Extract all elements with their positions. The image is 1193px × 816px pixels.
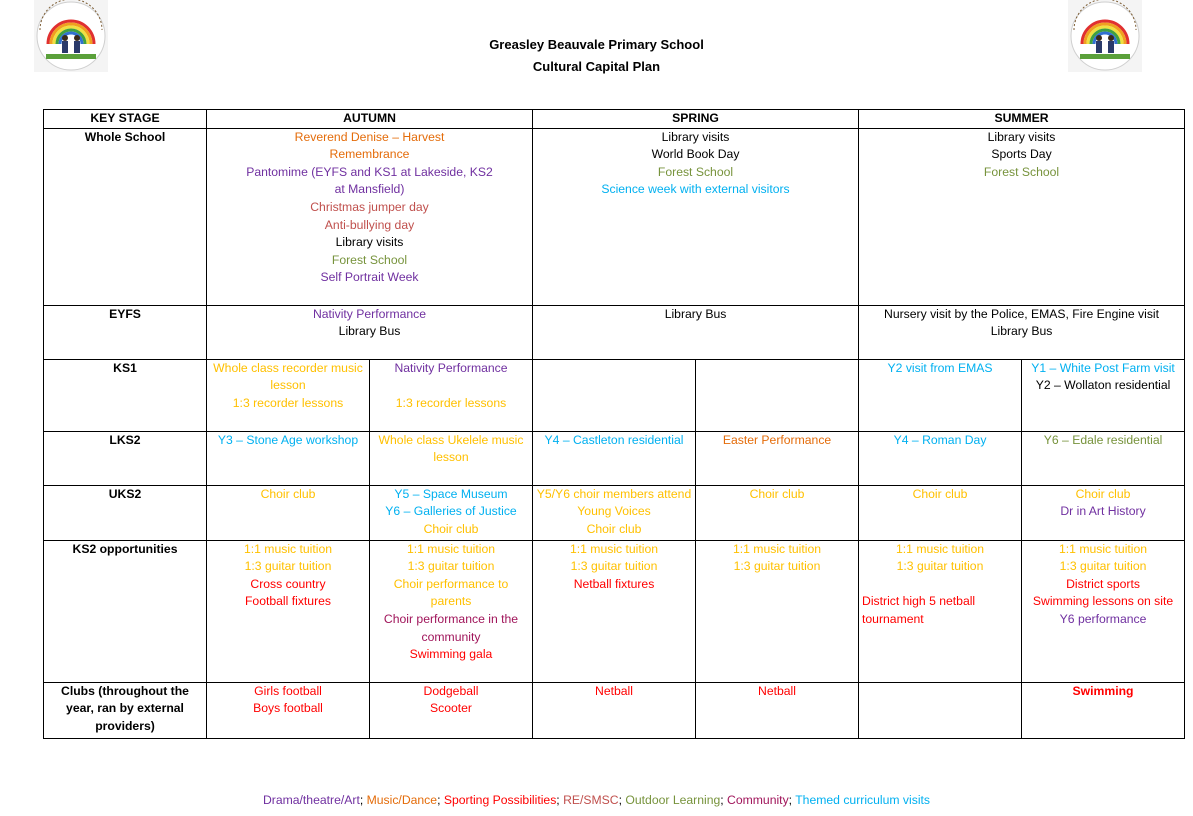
- school-name: Greasley Beauvale Primary School: [489, 37, 704, 52]
- item: Girls football: [254, 683, 322, 698]
- item: 1:1 music tuition: [732, 541, 822, 556]
- legend-sep: ;: [437, 793, 444, 807]
- item: Y6 – Galleries of Justice: [385, 504, 517, 519]
- item: Y6 performance: [1059, 611, 1147, 626]
- item: World Book Day: [651, 147, 740, 162]
- spacer: [862, 576, 1018, 594]
- row-uks2: [44, 485, 1185, 540]
- label-uks2: UKS2: [44, 485, 207, 540]
- item: Library Bus: [338, 324, 401, 339]
- cell-ks2-spring1: [533, 540, 696, 682]
- legend-sep: ;: [788, 793, 796, 807]
- item: Christmas jumper day: [310, 199, 429, 214]
- label-clubs: Clubs (throughout the year, ran by external providers): [44, 682, 207, 738]
- row-lks2: [44, 431, 1185, 485]
- cell-ks1-spring2: [696, 359, 859, 431]
- header-summer: SUMMER: [859, 110, 1185, 129]
- item: Choir club: [423, 521, 479, 536]
- cell-clubs-summer1: [859, 682, 1022, 738]
- item: Remembrance: [329, 147, 410, 162]
- item: Y4 – Roman Day: [893, 432, 987, 447]
- row-ks1: [44, 359, 1185, 431]
- item: Library Bus: [664, 306, 727, 321]
- spacer: [373, 377, 529, 395]
- legend-music: Music/Dance: [366, 793, 438, 807]
- cell-lks2-spring2: [696, 431, 859, 485]
- cell-clubs-spring2: [696, 682, 859, 738]
- cell-ks1-summer1: [859, 359, 1022, 431]
- label-whole-school: Whole School: [44, 128, 207, 305]
- item: Forest School: [983, 164, 1060, 179]
- cell-uks2-summer2: [1022, 485, 1185, 540]
- item: Swimming: [1072, 683, 1134, 698]
- item: Choir club: [912, 486, 968, 501]
- cell-clubs-autumn1: [207, 682, 370, 738]
- item: Nativity Performance: [394, 360, 508, 375]
- item: Dr in Art History: [1060, 504, 1146, 519]
- item: 1:3 guitar tuition: [896, 559, 984, 574]
- cell-clubs-spring1: [533, 682, 696, 738]
- legend-sep: ;: [618, 793, 626, 807]
- item: Y1 – White Post Farm visit: [1031, 360, 1175, 375]
- item: 1:3 guitar tuition: [1059, 559, 1147, 574]
- cell-ks1-summer2: [1022, 359, 1185, 431]
- header-key-stage: KEY STAGE: [44, 110, 207, 129]
- legend-drama: Drama/theatre/Art: [262, 793, 360, 807]
- cell-lks2-spring1: [533, 431, 696, 485]
- item: Forest School: [331, 252, 408, 267]
- item: 1:3 recorder lessons: [395, 395, 507, 410]
- item: Pantomime (EYFS and KS1 at Lakeside, KS2 at Mansfield): [246, 164, 493, 197]
- item: 1:1 music tuition: [406, 541, 496, 556]
- cell-eyfs-summer: [859, 305, 1185, 359]
- legend-community: Community: [727, 793, 789, 807]
- cell-uks2-autumn2: [370, 485, 533, 540]
- item: Reverend Denise – Harvest: [294, 129, 445, 144]
- cell-ks1-spring1: [533, 359, 696, 431]
- item: District sports: [1066, 576, 1140, 591]
- item: Easter Performance: [722, 432, 832, 447]
- item: Netball fixtures: [573, 576, 655, 591]
- item: Choir club: [749, 486, 805, 501]
- item: Netball: [758, 683, 796, 698]
- row-ks2-opportunities: [44, 540, 1185, 682]
- item: 1:1 music tuition: [1058, 541, 1148, 556]
- item: Library visits: [661, 129, 730, 144]
- cell-ks1-autumn2: [370, 359, 533, 431]
- item: Netball: [595, 683, 633, 698]
- item: Scooter: [429, 701, 472, 716]
- cell-ks2-summer2: [1022, 540, 1185, 682]
- cell-uks2-spring1: [533, 485, 696, 540]
- legend-sep: ;: [359, 793, 367, 807]
- item: Choir performance in the community: [383, 611, 519, 644]
- cell-lks2-autumn1: [207, 431, 370, 485]
- item: Choir performance to parents: [393, 576, 509, 609]
- row-eyfs: [44, 305, 1185, 359]
- item: Y2 visit from EMAS: [887, 360, 993, 375]
- cell-lks2-summer1: [859, 431, 1022, 485]
- cell-eyfs-spring: [533, 305, 859, 359]
- item: Library visits: [335, 235, 404, 250]
- cell-eyfs-autumn: [207, 305, 533, 359]
- item: Self Portrait Week: [320, 270, 419, 285]
- cell-clubs-autumn2: [370, 682, 533, 738]
- cell-whole-school-spring: [533, 128, 859, 305]
- item: Whole class Ukelele music lesson: [378, 432, 524, 465]
- row-whole-school: [44, 128, 1185, 305]
- item: Boys football: [253, 701, 323, 716]
- document-title: Cultural Capital Plan: [532, 59, 661, 74]
- item: Sports Day: [991, 147, 1052, 162]
- legend-sep: ;: [720, 793, 728, 807]
- item: Y3 – Stone Age workshop: [217, 432, 359, 447]
- cell-lks2-autumn2: [370, 431, 533, 485]
- item: 1:3 guitar tuition: [244, 559, 332, 574]
- item: Library visits: [987, 129, 1056, 144]
- item: Y4 – Castleton residential: [544, 432, 684, 447]
- item: 1:1 music tuition: [243, 541, 333, 556]
- item: 1:3 guitar tuition: [570, 559, 658, 574]
- header-spring: SPRING: [533, 110, 859, 129]
- label-ks2-opportunities: KS2 opportunities: [44, 540, 207, 682]
- item: 1:3 guitar tuition: [733, 559, 821, 574]
- legend-re: RE/SMSC: [563, 793, 619, 807]
- cell-uks2-spring2: [696, 485, 859, 540]
- cell-lks2-summer2: [1022, 431, 1185, 485]
- item: 1:3 recorder lessons: [232, 395, 344, 410]
- label-ks1: KS1: [44, 359, 207, 431]
- header-autumn: AUTUMN: [207, 110, 533, 129]
- item: Y2 – Wollaton residential: [1035, 378, 1171, 393]
- cell-uks2-autumn1: [207, 485, 370, 540]
- header-row: [44, 110, 1185, 129]
- cell-ks2-summer1: [859, 540, 1022, 682]
- item: Library Bus: [990, 324, 1053, 339]
- row-clubs: [44, 682, 1185, 738]
- colour-legend: [0, 793, 1193, 807]
- item: Choir club: [1075, 486, 1131, 501]
- legend-themed: Themed curriculum visits: [795, 793, 931, 807]
- cell-ks2-spring2: [696, 540, 859, 682]
- item: Cross country: [250, 576, 326, 591]
- legend-sep: ;: [556, 793, 564, 807]
- cell-whole-school-summer: [859, 128, 1185, 305]
- label-eyfs: EYFS: [44, 305, 207, 359]
- item: 1:1 music tuition: [895, 541, 985, 556]
- item: 1:3 guitar tuition: [407, 559, 495, 574]
- label-lks2: LKS2: [44, 431, 207, 485]
- item: Swimming gala: [409, 647, 493, 662]
- item: Swimming lessons on site: [1032, 594, 1174, 609]
- item: Y6 – Edale residential: [1043, 432, 1163, 447]
- cell-ks2-autumn1: [207, 540, 370, 682]
- cell-ks2-autumn2: [370, 540, 533, 682]
- item: Choir club: [586, 521, 642, 536]
- item: Football fixtures: [244, 594, 332, 609]
- cell-whole-school-autumn: [207, 128, 533, 305]
- cell-clubs-summer2: [1022, 682, 1185, 738]
- item: 1:1 music tuition: [569, 541, 659, 556]
- item: Science week with external visitors: [601, 182, 790, 197]
- cell-uks2-summer1: [859, 485, 1022, 540]
- item: Anti-bullying day: [324, 217, 415, 232]
- cultural-capital-table: [43, 109, 1185, 739]
- legend-sport: Sporting Possibilities: [443, 793, 557, 807]
- item: Y5 – Space Museum: [394, 486, 508, 501]
- legend-outdoor: Outdoor Learning: [625, 793, 721, 807]
- item: Forest School: [657, 164, 734, 179]
- item: Nursery visit by the Police, EMAS, Fire Engine visit: [884, 306, 1160, 321]
- cell-ks1-autumn1: [207, 359, 370, 431]
- item: District high 5 netball tournament: [862, 594, 976, 626]
- item: Whole class recorder music lesson: [213, 360, 363, 393]
- item: Y5/Y6 choir members attend Young Voices: [536, 486, 692, 519]
- item: Nativity Performance: [312, 306, 427, 321]
- item: Choir club: [260, 486, 316, 501]
- item: Dodgeball: [423, 683, 479, 698]
